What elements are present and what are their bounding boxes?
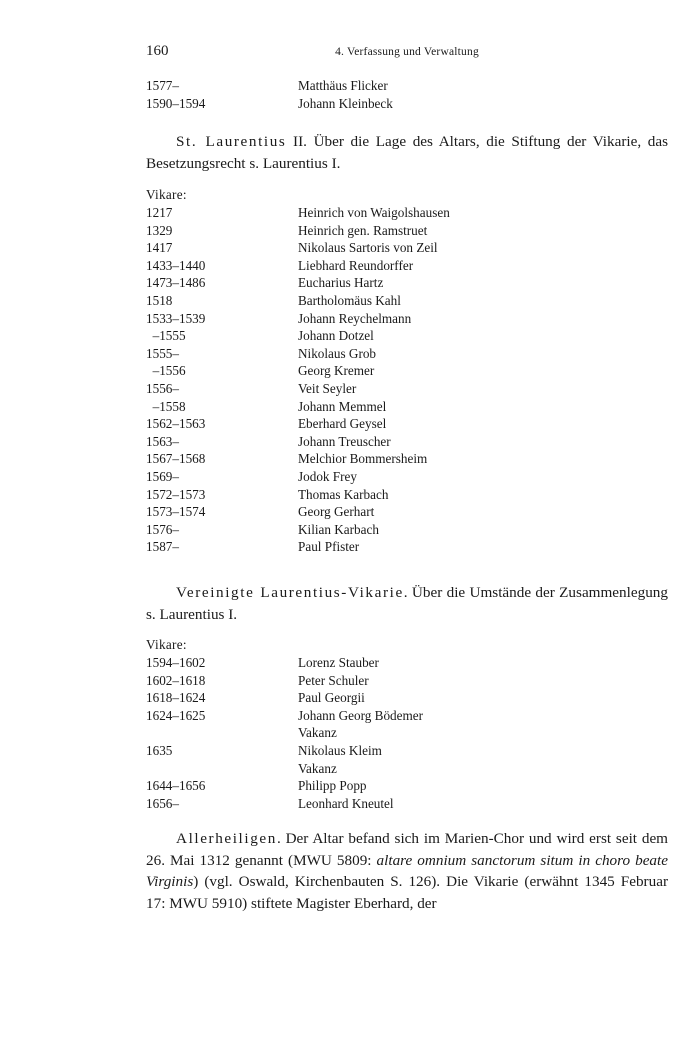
list-row	[146, 468, 668, 486]
list-row	[146, 742, 668, 760]
latin-quote: altare omnium sanctorum situm in choro beate Virginis	[146, 851, 668, 890]
section-heading: Vereinigte Laurentius-Vikarie	[176, 584, 404, 601]
entry-name: Peter Schuler	[298, 672, 369, 688]
entry-name: Vakanz	[298, 725, 337, 741]
entry-name: Kilian Karbach	[298, 521, 379, 537]
entry-date: 1618–1624	[146, 690, 206, 706]
list-row	[146, 777, 668, 795]
list-row	[146, 450, 668, 468]
paragraph-text: . Der Altar befand sich im Marien-Chor und wird erst seit dem 26. Mai 1312 genannt (MWU 5809:	[146, 830, 668, 869]
list-row	[146, 486, 668, 504]
entry-date: 1590–1594	[146, 95, 206, 111]
paragraph-laurentius-ii	[146, 131, 668, 174]
entry-name: Georg Gerhart	[298, 504, 375, 520]
entry-name: Heinrich von Waigolshausen	[298, 205, 450, 220]
entry-date: 1572–1573	[146, 486, 206, 502]
entry-name: Jodok Frey	[298, 468, 357, 484]
entry-date: 1433–1440	[146, 257, 206, 273]
list-row	[146, 239, 668, 257]
vikare-list-vereinigte	[146, 636, 668, 812]
list-row	[146, 95, 668, 113]
entry-name: Bartholomäus Kahl	[298, 292, 401, 308]
entry-name: Johann Treuscher	[298, 433, 391, 449]
list-row	[146, 362, 668, 380]
entry-name: Paul Pfister	[298, 539, 360, 555]
entry-name: Eberhard Geysel	[298, 416, 387, 432]
list-row	[146, 345, 668, 363]
list-row	[146, 415, 668, 433]
entry-date: 1569–	[146, 468, 179, 484]
entry-date: 1556–	[146, 380, 179, 396]
running-title: 4. Verfassung und Verwaltung	[335, 46, 479, 58]
entry-name: Veit Seyler	[298, 380, 357, 396]
entry-date: 1217	[146, 205, 173, 220]
list-row	[146, 257, 668, 275]
entry-name: Johann Memmel	[298, 398, 387, 414]
list-row	[146, 521, 668, 539]
entry-name: Heinrich gen. Ramstruet	[298, 222, 428, 238]
list-row	[146, 672, 668, 690]
entry-name: Nikolaus Sartoris von Zeil	[298, 240, 438, 256]
entry-date: 1624–1625	[146, 707, 206, 723]
top-list	[146, 77, 668, 112]
list-row	[146, 77, 668, 95]
entry-date: 1656–	[146, 795, 179, 811]
list-row	[146, 222, 668, 240]
list-row	[146, 654, 668, 672]
entry-date: 1635	[146, 742, 173, 758]
entry-date: 1594–1602	[146, 655, 206, 670]
entry-date: 1602–1618	[146, 672, 206, 688]
list-row	[146, 760, 668, 778]
entry-name: Johann Reychelmann	[298, 310, 412, 326]
entry-date: 1518	[146, 292, 173, 308]
entry-name: Liebhard Reundorffer	[298, 257, 414, 273]
entry-date: 1417	[146, 240, 173, 256]
entry-date: 1533–1539	[146, 310, 206, 326]
vikare-label: Vikare:	[146, 187, 187, 202]
entry-date: 1473–1486	[146, 275, 206, 291]
entry-date: –1555	[146, 328, 186, 344]
entry-date: 1563–	[146, 433, 179, 449]
running-head	[146, 43, 668, 63]
entry-date: –1556	[146, 363, 186, 379]
list-row	[146, 274, 668, 292]
list-row	[146, 795, 668, 813]
paragraph-allerheiligen	[146, 828, 668, 914]
entry-name: Paul Georgii	[298, 690, 365, 706]
list-row	[146, 327, 668, 345]
entry-name: Nikolaus Grob	[298, 345, 377, 361]
vikare-list-laurentius-ii	[146, 186, 668, 556]
entry-name: Nikolaus Kleim	[298, 742, 382, 758]
paragraph-text: . Über die Umstände der Zusammenlegung s. Laurentius I.	[146, 584, 668, 623]
list-row	[146, 689, 668, 707]
entry-date: 1555–	[146, 345, 179, 361]
section-heading: St. Laurentius	[176, 133, 287, 150]
entry-name: Philipp Popp	[298, 778, 367, 794]
entry-name: Johann Kleinbeck	[298, 95, 393, 111]
entry-date: 1644–1656	[146, 778, 206, 794]
list-row	[146, 204, 668, 222]
list-row	[146, 707, 668, 725]
entry-date: 1573–1574	[146, 504, 206, 520]
entry-date: 1567–1568	[146, 451, 206, 467]
list-row	[146, 310, 668, 328]
entry-name: Leonhard Kneutel	[298, 795, 394, 811]
page-number: 160	[146, 43, 169, 59]
list-row	[146, 724, 668, 742]
list-row	[146, 398, 668, 416]
paragraph-text: ) (vgl. Oswald, Kirchenbauten S. 126). Die Vikarie (erwähnt 1345 Februar 17: MWU 5910) stiftete Magister Eberhard, der	[146, 873, 668, 912]
entry-date: 1576–	[146, 521, 179, 537]
entry-date: 1562–1563	[146, 416, 206, 432]
list-row	[146, 433, 668, 451]
entry-name: Lorenz Stauber	[298, 655, 379, 670]
list-row	[146, 538, 668, 556]
list-row	[146, 380, 668, 398]
entry-name: Matthäus Flicker	[298, 78, 388, 93]
entry-name: Melchior Bommersheim	[298, 451, 428, 467]
entry-name: Johann Georg Bödemer	[298, 707, 424, 723]
entry-name: Vakanz	[298, 760, 337, 776]
paragraph-vereinigte	[146, 582, 668, 625]
entry-name: Eucharius Hartz	[298, 275, 384, 291]
section-heading: Allerheiligen	[176, 830, 277, 847]
list-row	[146, 292, 668, 310]
entry-date: 1587–	[146, 539, 179, 555]
entry-name: Johann Dotzel	[298, 328, 374, 344]
vikare-label: Vikare:	[146, 637, 187, 652]
entry-name: Georg Kremer	[298, 363, 375, 379]
entry-date: –1558	[146, 398, 186, 414]
list-row	[146, 503, 668, 521]
entry-date: 1329	[146, 222, 173, 238]
entry-name: Thomas Karbach	[298, 486, 389, 502]
entry-date: 1577–	[146, 78, 179, 93]
paragraph-text: II. Über die Lage des Altars, die Stiftung der Vikarie, das Besetzungsrecht s. Laurentius I.	[146, 133, 668, 172]
